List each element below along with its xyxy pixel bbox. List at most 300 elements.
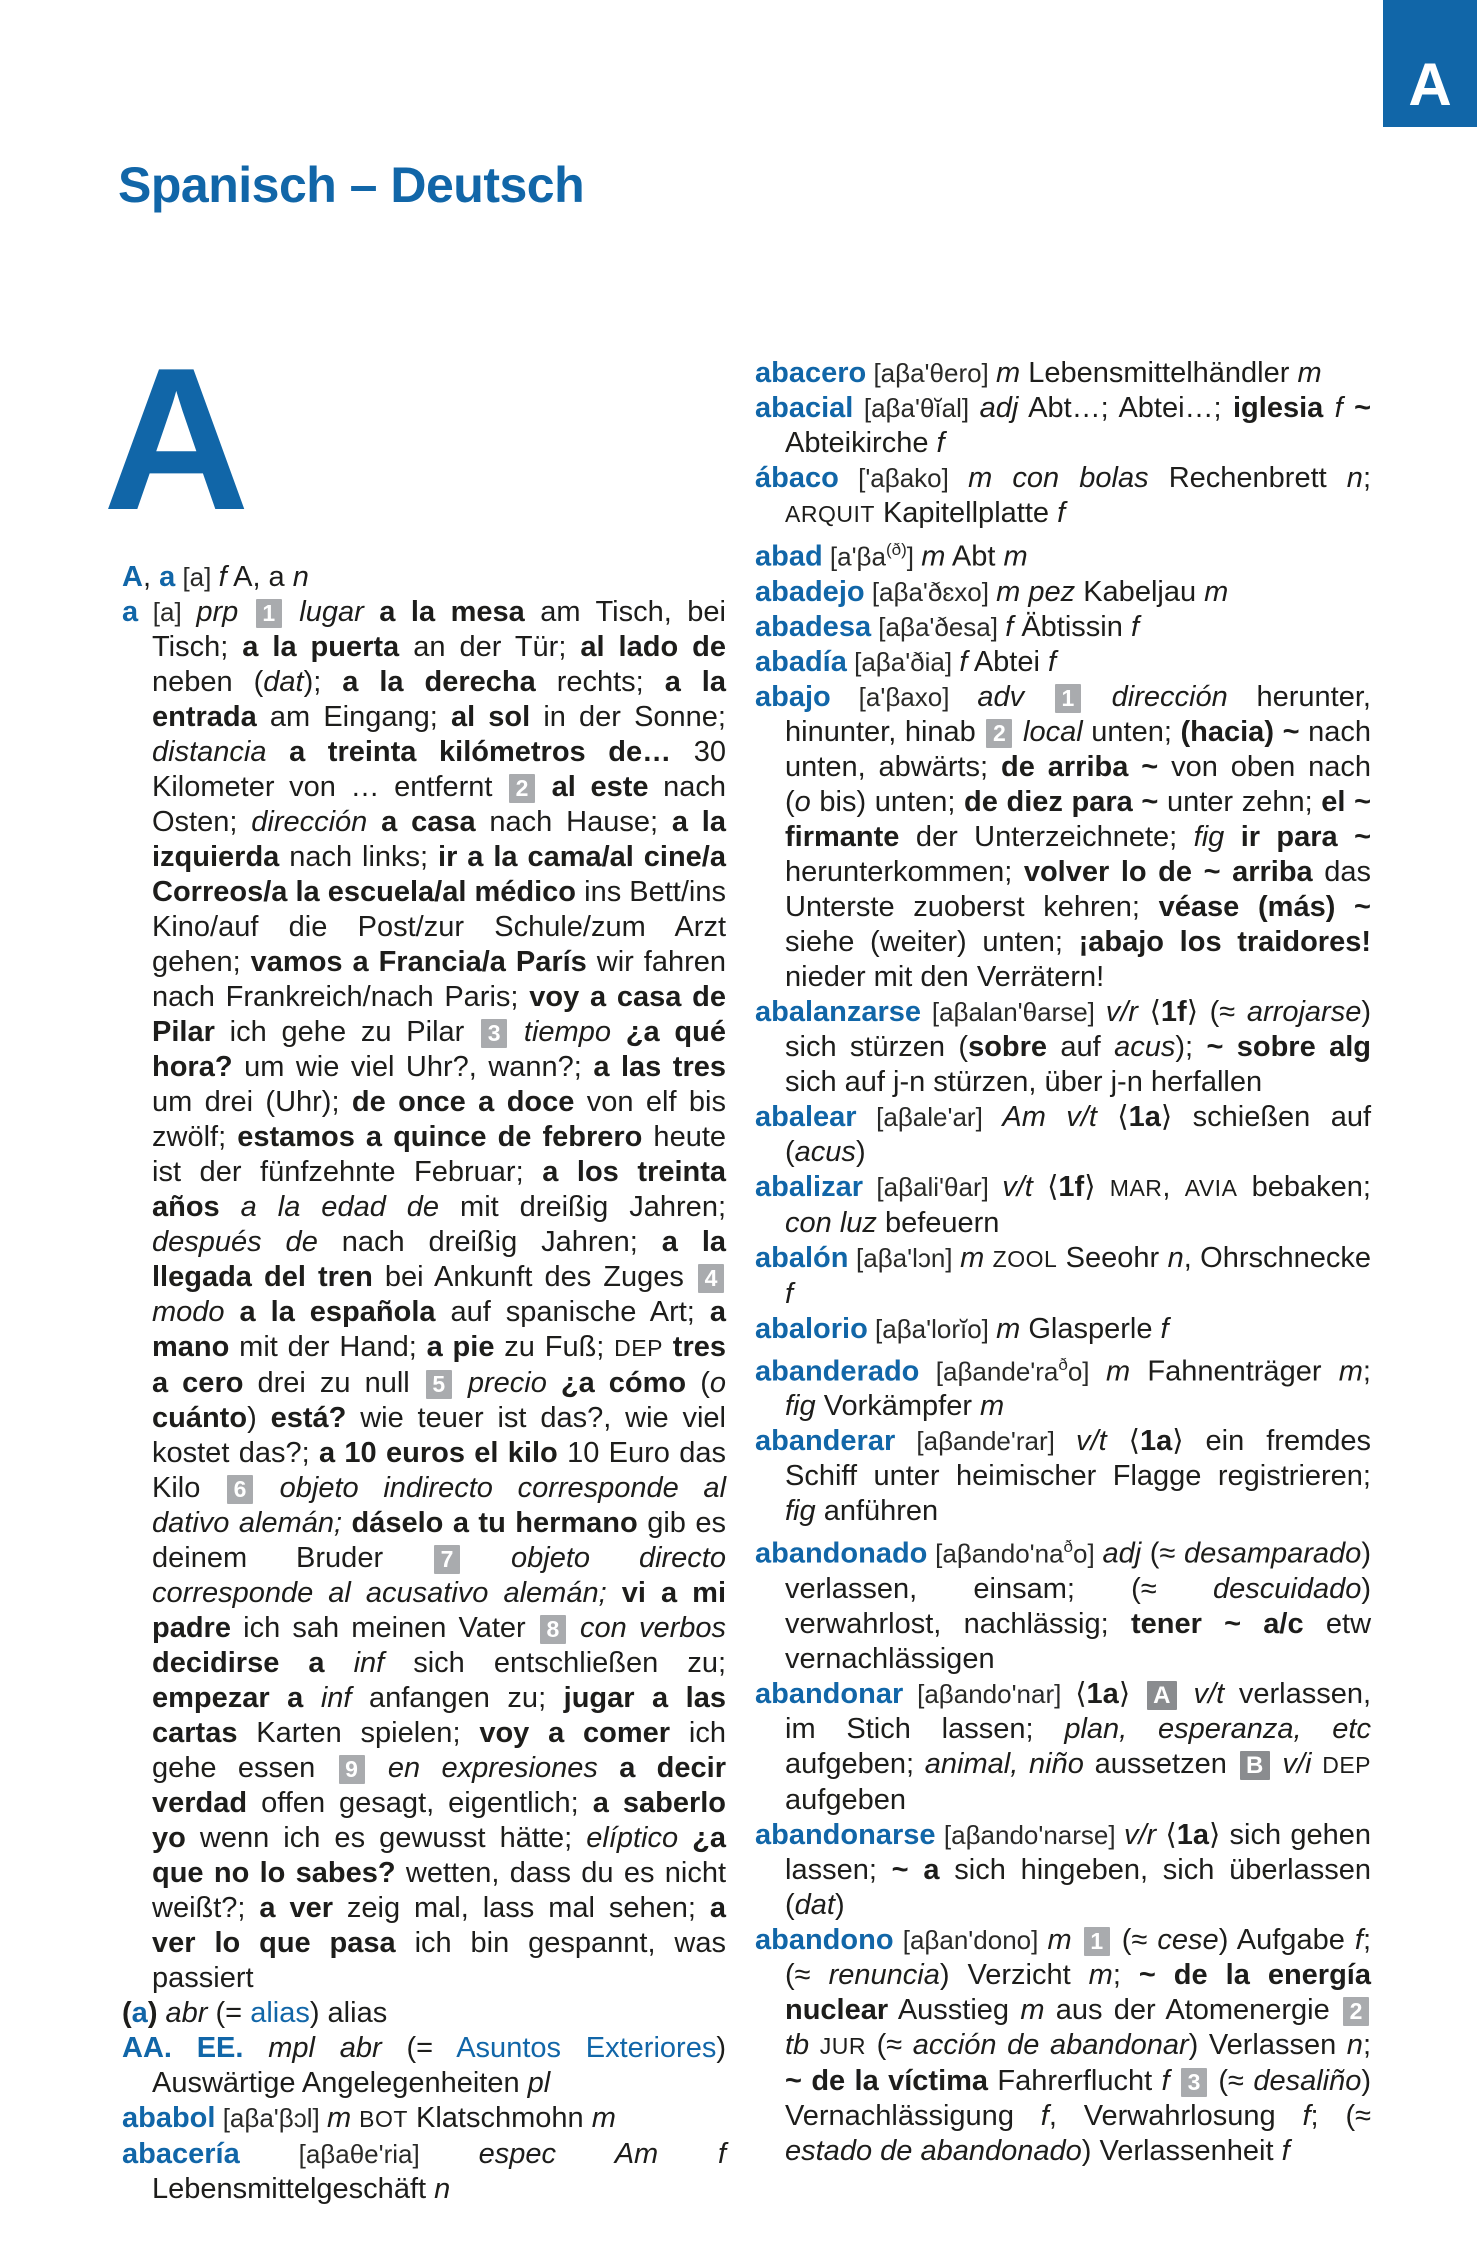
text-segment: wenn ich es gewusst hätte; xyxy=(185,1822,587,1854)
text-segment: ⟩ (≈ xyxy=(1186,995,1247,1028)
grammar-label: v/t xyxy=(1193,1677,1225,1710)
grammar-label: v/t xyxy=(1076,1425,1107,1458)
text-segment: ) xyxy=(855,1135,866,1168)
text-segment: A, a xyxy=(226,561,293,593)
headword: abanderar xyxy=(755,1425,896,1458)
text-segment: ); xyxy=(1175,1030,1207,1063)
bold-phrase: está? xyxy=(270,1402,347,1434)
dictionary-entry xyxy=(122,2031,726,2101)
page-title: Spanisch – Deutsch xyxy=(118,156,585,213)
text-segment: ich sah meinen Vater xyxy=(230,1612,538,1644)
grammar-label: m xyxy=(996,357,1021,389)
bold-phrase: a la izquierda xyxy=(152,806,726,873)
grammar-label: o xyxy=(794,785,811,818)
dropcap-letter: A xyxy=(103,326,250,553)
grammar-label: acción de abandonar xyxy=(912,2028,1189,2061)
headword: abandonarse xyxy=(755,1818,936,1851)
bold-phrase: 1a xyxy=(1086,1677,1119,1710)
text-segment xyxy=(325,1647,354,1679)
grammar-label: precio xyxy=(453,1367,561,1399)
bold-phrase: a la derecha xyxy=(342,666,536,698)
text-segment: ) xyxy=(247,1402,271,1434)
field-label: ARQUIT xyxy=(785,501,875,527)
bold-phrase: 1f xyxy=(1058,1170,1085,1203)
phonetic: [a'βaxo] xyxy=(830,681,978,712)
text-segment: nach links; xyxy=(279,841,439,873)
bold-phrase: empezar a xyxy=(152,1682,304,1714)
text-segment: sich entschließen zu; xyxy=(384,1647,727,1679)
headword: abad xyxy=(755,540,823,573)
text-segment: nach dreißig Jahren; xyxy=(317,1226,662,1258)
text-segment: Kapitellplatte xyxy=(874,497,1058,529)
headword: abadejo xyxy=(755,575,865,608)
text-segment: ⟨ xyxy=(1075,1677,1087,1710)
text-segment xyxy=(1072,1924,1082,1956)
text-segment: um drei (Uhr); xyxy=(152,1086,352,1118)
headword: abalanzarse xyxy=(755,995,922,1028)
grammar-label: m xyxy=(960,1241,985,1274)
grammar-label: f xyxy=(1354,1923,1363,1956)
text-segment: ); xyxy=(303,666,343,698)
text-segment: 30 Kilometer von … entfernt xyxy=(152,736,726,803)
sense-number-badge: 4 xyxy=(698,1264,724,1293)
text-segment: wie teuer ist das?, wie viel kostet das?; xyxy=(152,1402,726,1469)
phonetic: [aβande'rar] xyxy=(895,1426,1077,1457)
bold-phrase: sobre xyxy=(968,1030,1048,1063)
sense-number-badge: 2 xyxy=(509,774,535,803)
sense-number-badge: 2 xyxy=(1343,1997,1369,2026)
grammar-label: lugar xyxy=(283,596,380,628)
phonetic: [aβa'ðia] xyxy=(846,646,960,677)
grammar-label: tiempo xyxy=(509,1016,626,1048)
field-label: MAR xyxy=(1109,1174,1163,1201)
text-segment: , xyxy=(142,561,160,593)
headword: abandonar xyxy=(755,1677,904,1710)
bold-phrase: ¿a que no lo sabes? xyxy=(152,1822,726,1889)
dictionary-entry xyxy=(755,1818,1371,1923)
text-segment xyxy=(243,2032,268,2064)
grammar-label: objeto directo corresponde al acusativo alemán; xyxy=(152,1542,726,1609)
grammar-label: modo xyxy=(152,1296,240,1328)
grammar-label: m xyxy=(1297,357,1322,389)
headword: AA. EE. xyxy=(122,2032,244,2064)
text-segment: herunter, hinunter, hinab xyxy=(785,680,1371,748)
dictionary-entry xyxy=(755,680,1371,995)
bold-phrase: 1a xyxy=(1128,1100,1161,1133)
dictionary-entry xyxy=(755,1312,1371,1347)
grammar-label: inf xyxy=(320,1682,352,1714)
text-segment: auf spanische Art; xyxy=(435,1296,710,1328)
bold-phrase: el ~ firmante xyxy=(785,785,1372,853)
phonetic-superscript: (ð) xyxy=(885,540,907,559)
cross-reference: alias xyxy=(250,1997,310,2029)
phonetic: [aβando'nar] xyxy=(903,1678,1076,1709)
text-segment: aufgeben; xyxy=(785,1747,925,1780)
phonetic: [aβa'βɔl] xyxy=(215,2103,327,2133)
dictionary-entry xyxy=(755,461,1371,532)
text-segment: verlassen, im Stich lassen; xyxy=(785,1677,1372,1745)
grammar-label: acus xyxy=(1114,1030,1176,1063)
text-segment: ich bin gespannt, was passiert xyxy=(152,1927,726,1994)
grammar-label: fig xyxy=(785,1390,816,1423)
phonetic: [aβalan'θarse] xyxy=(921,996,1106,1027)
grammar-label: f xyxy=(1160,1312,1169,1345)
phonetic: [aβando'narse] xyxy=(935,1819,1124,1850)
grammar-label: descuidado xyxy=(1212,1572,1362,1605)
grammar-label: v/r xyxy=(1105,995,1138,1028)
grammar-label: prp xyxy=(196,596,254,628)
text-segment: etw vernachlässigen xyxy=(785,1607,1372,1675)
grammar-label: m xyxy=(1338,1355,1363,1388)
cross-reference: Asuntos Exteriores xyxy=(456,2032,717,2064)
bold-phrase: ir a la cama/al cine/a Correos/a la escuela/al médico xyxy=(152,841,726,908)
text-segment: nieder mit den Verrätern! xyxy=(785,960,1105,993)
dictionary-entry xyxy=(755,1923,1371,2169)
text-segment: unten; xyxy=(1082,715,1181,748)
dictionary-entry xyxy=(122,595,726,1996)
text-segment xyxy=(303,1682,321,1714)
text-segment: ; xyxy=(1362,2028,1371,2061)
text-segment: ) verlassen, einsam; (≈ xyxy=(785,1537,1371,1605)
dictionary-entry xyxy=(755,1241,1371,1312)
grammar-label: espec Am f xyxy=(478,2138,726,2170)
text-segment: ) Verlassen xyxy=(1188,2028,1347,2061)
phonetic: [aβa'ðɛxo] xyxy=(864,576,997,607)
bold-phrase: a la llegada del tren xyxy=(152,1226,726,1293)
grammar-label: m xyxy=(1003,540,1028,573)
bold-phrase: a ver xyxy=(259,1892,333,1924)
phonetic: o] xyxy=(1073,1538,1103,1569)
text-segment: Lebensmittelhändler xyxy=(1020,357,1298,389)
dictionary-entry xyxy=(755,391,1371,461)
grammar-label: dat xyxy=(263,666,304,698)
text-segment: offen gesagt, eigentlich; xyxy=(247,1787,593,1819)
headword: ababol xyxy=(122,2102,216,2134)
text-segment: ⟨ xyxy=(1032,1170,1059,1203)
phonetic: [aβa'θĭal] xyxy=(853,393,980,423)
phonetic-superscript: ð xyxy=(1058,1354,1068,1374)
phonetic: [aβa'ðesa] xyxy=(871,611,1006,642)
text-segment: nach Osten; xyxy=(152,771,726,838)
text-segment: siehe (weiter) unten; xyxy=(785,925,1079,958)
headword: ábaco xyxy=(755,462,839,494)
headword: abandono xyxy=(755,1923,894,1956)
bold-phrase: a saberlo yo xyxy=(152,1787,727,1854)
text-segment xyxy=(1311,1748,1322,1780)
text-segment: ⟨ xyxy=(1096,1100,1129,1133)
text-segment: von elf bis zwölf; xyxy=(152,1086,726,1153)
grammar-label: f xyxy=(1281,2134,1290,2167)
text-segment: ⟩ sich gehen lassen; xyxy=(785,1818,1371,1886)
grammar-label: m xyxy=(980,1390,1005,1423)
headword: abadesa xyxy=(755,610,872,643)
grammar-label: v/i xyxy=(1282,1747,1312,1780)
bold-phrase: ~ de la energía nuclear xyxy=(785,1958,1371,2026)
text-segment: Fahrerflucht xyxy=(988,2064,1162,2097)
text-segment: zu Fuß; xyxy=(494,1331,615,1363)
grammar-label: acus xyxy=(794,1135,856,1168)
field-label: AVIA xyxy=(1184,1174,1238,1201)
field-label: JUR xyxy=(819,2032,866,2059)
bold-phrase: tres a cero xyxy=(152,1331,726,1399)
dictionary-entry xyxy=(755,1677,1371,1818)
bold-phrase: ir para ~ xyxy=(1240,820,1372,853)
text-segment: wir fahren nach Frankreich/nach Paris; xyxy=(152,946,726,1013)
bold-phrase: decidirse a xyxy=(152,1647,325,1679)
grammar-label: mpl abr xyxy=(268,2032,382,2064)
text-segment: ) alias xyxy=(309,1997,388,2029)
grammar-label: objeto indirecto corresponde al dativo alemán; xyxy=(152,1472,727,1539)
grammar-label: distancia xyxy=(152,736,290,768)
text-segment: nach Hause; xyxy=(475,806,672,838)
bold-phrase: a la puerta xyxy=(242,631,400,663)
text-segment: (≈ xyxy=(1111,1923,1158,1956)
bold-phrase: al lado de xyxy=(580,631,726,663)
text-segment: ) xyxy=(835,1888,845,1921)
grammar-label: a la edad de xyxy=(240,1191,440,1223)
text-segment: ) Verzicht xyxy=(939,1958,1089,1991)
text-segment: Karten spielen; xyxy=(237,1717,480,1749)
bold-phrase: voy a comer xyxy=(479,1717,671,1749)
field-label: ZOOL xyxy=(992,1245,1058,1272)
grammar-label: f xyxy=(959,645,968,678)
grammar-label: fig xyxy=(1193,820,1225,853)
bold-phrase: dáselo a tu hermano xyxy=(351,1507,638,1539)
phonetic: [aβan'dono] xyxy=(893,1924,1048,1955)
text-segment: drei zu null xyxy=(243,1367,424,1399)
sense-number-badge: 5 xyxy=(426,1370,452,1399)
text-segment: (≈ xyxy=(1141,1537,1184,1570)
phonetic: [a] xyxy=(138,597,197,627)
grammar-label: m xyxy=(591,2102,616,2134)
text-segment: am Eingang; xyxy=(256,701,451,733)
text-segment: rechts; xyxy=(535,666,665,698)
grammar-label: m xyxy=(326,2102,352,2134)
text-segment: Glasperle xyxy=(1020,1312,1161,1345)
text-segment: aufgeben xyxy=(785,1783,906,1816)
headword: abalear xyxy=(755,1100,857,1133)
grammar-label: f xyxy=(1130,610,1139,643)
grammar-label: v/t xyxy=(1002,1170,1033,1203)
headword: abalón xyxy=(755,1241,849,1274)
text-segment: Kabeljau xyxy=(1075,575,1205,608)
headword: a xyxy=(159,561,176,593)
bold-phrase: a mano xyxy=(152,1296,726,1363)
bold-phrase: a la entrada xyxy=(152,666,726,733)
bold-phrase: voy a casa de Pilar xyxy=(152,981,726,1048)
field-label: DEP xyxy=(614,1335,663,1361)
text-segment: bei Ankunft des Zuges xyxy=(372,1261,696,1293)
headword: a xyxy=(122,596,139,628)
grammar-label: m pez xyxy=(996,575,1076,608)
grammar-label: m con bolas xyxy=(968,462,1149,494)
grammar-label: inf xyxy=(353,1647,385,1679)
bold-phrase: jugar a las cartas xyxy=(152,1682,726,1749)
text-segment: ⟩ xyxy=(1118,1677,1145,1710)
bold-phrase: vi a mi padre xyxy=(152,1577,726,1644)
text-segment: (≈ xyxy=(866,2028,913,2061)
text-segment: ) Verlassenheit xyxy=(1081,2134,1282,2167)
grammar-label: en expresiones xyxy=(366,1752,620,1784)
text-segment: ( xyxy=(686,1367,710,1399)
bold-phrase: volver lo de ~ arriba xyxy=(1023,855,1313,888)
bold-phrase: a ver lo que pasa xyxy=(152,1892,726,1959)
text-segment: ; (≈ xyxy=(1310,2099,1372,2132)
grammar-label: con luz xyxy=(785,1206,877,1239)
grammar-label: o xyxy=(709,1367,726,1399)
dictionary-entry xyxy=(122,560,726,595)
bold-phrase: ~ de la víctima xyxy=(785,2064,989,2097)
headword: abacería xyxy=(122,2138,240,2170)
phonetic: ['aβako] xyxy=(838,463,969,493)
text-segment: auf xyxy=(1047,1030,1115,1063)
grammar-label: dirección xyxy=(1082,680,1228,713)
text-segment xyxy=(157,1997,165,2029)
text-segment: der Unterzeichnete; xyxy=(899,820,1194,853)
bold-phrase: a casa xyxy=(381,806,476,838)
text-segment: ) verwahrlost, nachlässig; xyxy=(785,1572,1371,1640)
text-segment: heute ist der fünfzehnte Februar; xyxy=(152,1121,727,1188)
bold-phrase: ) xyxy=(147,1997,158,2029)
text-segment: ⟩ xyxy=(1084,1170,1110,1203)
grammar-label: n xyxy=(1346,2028,1363,2061)
grammar-label: n xyxy=(292,561,309,593)
bold-phrase: a la mesa xyxy=(379,596,525,628)
left-column xyxy=(122,560,726,2207)
text-segment xyxy=(984,1242,992,1274)
text-segment: befeuern xyxy=(876,1206,1000,1239)
grammar-label: f xyxy=(1005,610,1014,643)
bold-phrase: iglesia xyxy=(1232,392,1324,424)
text-segment: an der Tür; xyxy=(399,631,581,663)
text-segment: (= xyxy=(381,2032,457,2064)
grammar-label: f xyxy=(1040,2099,1049,2132)
text-segment: Abtei xyxy=(967,645,1048,678)
text-segment: unter zehn; xyxy=(1158,785,1322,818)
bold-phrase: a pie xyxy=(426,1331,495,1363)
grammar-label: v/r xyxy=(1123,1818,1157,1851)
sense-number-badge: 3 xyxy=(1181,2068,1207,2097)
grammar-label: adv xyxy=(977,680,1053,713)
text-segment: gib es deinem Bruder xyxy=(152,1507,727,1574)
grammar-label: renuncia xyxy=(828,1958,940,1991)
text-segment: ; (≈ xyxy=(785,1923,1371,1991)
grammar-label: estado de abandonado xyxy=(785,2134,1082,2167)
grammar-label: n xyxy=(1346,462,1363,494)
dictionary-entry xyxy=(755,995,1371,1100)
text-segment: Vorkämpfer xyxy=(815,1390,981,1423)
grammar-label: f xyxy=(785,1277,794,1310)
bold-phrase: a la española xyxy=(239,1296,436,1328)
grammar-label: f xyxy=(936,427,945,459)
grammar-label: pl xyxy=(527,2067,551,2099)
grammar-label: n xyxy=(434,2173,451,2205)
phonetic-superscript: ð xyxy=(1063,1537,1073,1557)
bold-phrase: (hacia) ~ xyxy=(1180,715,1300,748)
text-segment: anführen xyxy=(815,1495,939,1528)
bold-phrase: ¿a qué hora? xyxy=(152,1016,726,1083)
text-segment: ⟩ ein fremdes Schiff unter heimischer Flagge registrieren; xyxy=(785,1425,1372,1493)
bold-phrase: 1f xyxy=(1160,995,1187,1028)
bold-phrase: estamos a quince de febrero xyxy=(237,1121,643,1153)
text-segment: Seeohr xyxy=(1057,1241,1168,1274)
grammar-label: f xyxy=(218,561,227,593)
phonetic: [aβale'ar] xyxy=(856,1101,1003,1132)
grammar-label: adj xyxy=(979,392,1019,424)
text-segment: ; xyxy=(1362,1355,1371,1388)
grammar-label: m xyxy=(996,1312,1021,1345)
text-segment: mit dreißig Jahren; xyxy=(439,1191,727,1223)
text-segment: sich auf j-n stürzen, über j-n herfallen xyxy=(785,1065,1263,1098)
text-segment: Klatschmohn xyxy=(407,2102,592,2134)
text-segment: ich gehe essen xyxy=(152,1717,726,1784)
grammar-label: f xyxy=(1161,2064,1170,2097)
grammar-label: n xyxy=(1167,1241,1184,1274)
text-segment: zeig mal, lass mal sehen; xyxy=(332,1892,710,1924)
dictionary-entry xyxy=(755,1424,1371,1529)
phonetic: [aβando'na xyxy=(927,1538,1064,1569)
dictionary-entry xyxy=(755,1100,1371,1170)
headword: abalizar xyxy=(755,1170,863,1203)
grammar-label: desaliño xyxy=(1253,2064,1362,2097)
bold-phrase: tener ~ a/c xyxy=(1130,1607,1304,1640)
text-segment xyxy=(1170,2065,1179,2097)
text-segment: ) Auswärtige Angelegenheiten xyxy=(152,2032,726,2099)
grammar-label: local xyxy=(1014,715,1083,748)
text-segment: Abt xyxy=(945,540,1004,573)
text-segment: um wie viel Uhr?, wann?; xyxy=(232,1051,594,1083)
bold-phrase: ~ sobre alg xyxy=(1206,1030,1371,1063)
text-segment xyxy=(1323,392,1334,424)
bold-phrase: ~ a xyxy=(891,1853,940,1886)
text-segment: Äbtissin xyxy=(1013,610,1131,643)
text-segment: (= xyxy=(207,1997,251,2029)
phonetic: [a'βa xyxy=(822,541,886,572)
bold-phrase: vamos a Francia/a París xyxy=(250,946,587,978)
text-segment xyxy=(663,1331,673,1363)
bold-phrase: de arriba ~ xyxy=(1001,750,1159,783)
text-segment xyxy=(1224,821,1240,853)
sense-number-badge: 7 xyxy=(434,1545,460,1574)
grammar-label: adj xyxy=(1102,1537,1142,1570)
grammar-label: m xyxy=(1105,1355,1131,1388)
dictionary-entry xyxy=(755,575,1371,610)
text-segment: neben ( xyxy=(152,666,264,698)
right-column xyxy=(755,356,1371,2169)
text-segment: ⟩ schießen auf ( xyxy=(785,1100,1372,1168)
text-segment: in der Sonne; xyxy=(530,701,726,733)
text-segment: bis) unten; xyxy=(810,785,965,818)
text-segment: Abteikirche xyxy=(785,427,937,459)
phonetic: [a] xyxy=(175,562,219,592)
text-segment: ⟨ xyxy=(1156,1818,1177,1851)
grammar-label: arrojarse xyxy=(1246,995,1362,1028)
grammar-label: m xyxy=(1088,1958,1113,1991)
bold-phrase: ~ xyxy=(1354,392,1372,424)
text-segment: (≈ xyxy=(1208,2064,1254,2097)
headword: abandonado xyxy=(755,1537,928,1570)
headword: abajo xyxy=(755,680,831,713)
dictionary-entry xyxy=(122,2137,726,2207)
sense-number-badge: 1 xyxy=(1055,684,1081,713)
dictionary-entry xyxy=(755,1529,1371,1677)
phonetic: ] xyxy=(906,541,922,572)
text-segment: ich gehe zu Pilar xyxy=(214,1016,480,1048)
dictionary-entry xyxy=(122,1996,726,2031)
grammar-label: con verbos xyxy=(567,1612,727,1644)
text-segment: das Unterste zuoberst kehren; xyxy=(785,855,1372,923)
grammar-label: m xyxy=(1204,575,1229,608)
